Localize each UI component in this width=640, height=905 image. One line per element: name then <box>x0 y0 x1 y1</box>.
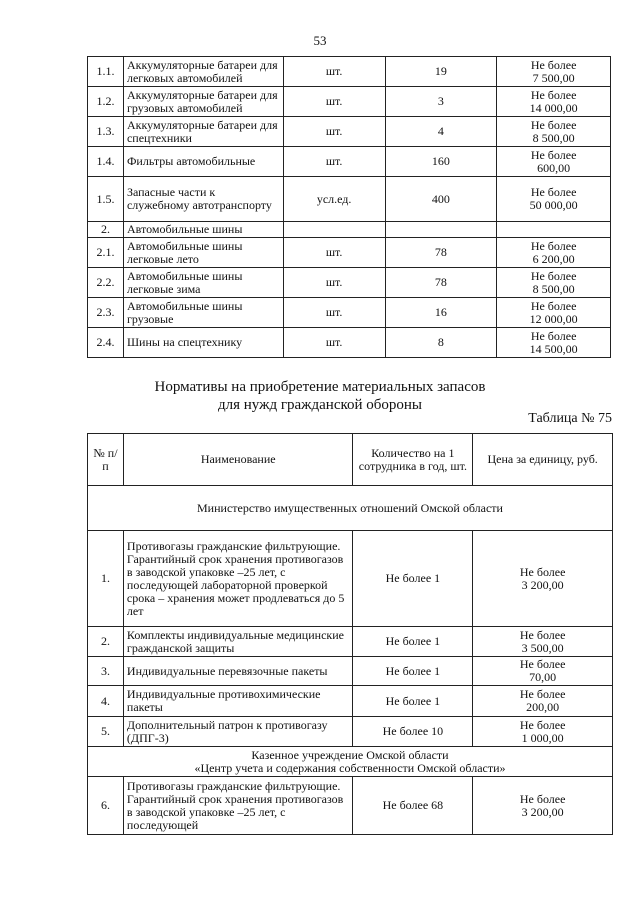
quantity: 400 <box>385 177 497 222</box>
quantity: 3 <box>385 87 497 117</box>
row-number: 1.1. <box>88 57 124 87</box>
row-number: 1.4. <box>88 147 124 177</box>
price: Не более 50 000,00 <box>497 177 611 222</box>
section-title <box>88 747 613 777</box>
row-number: 2.1. <box>88 238 124 268</box>
unit: шт. <box>283 328 385 358</box>
table-row <box>88 657 613 686</box>
section-title-line1: Казенное учреждение Омской области <box>251 747 449 762</box>
table-row <box>88 238 611 268</box>
price: Не более 14 000,00 <box>497 87 611 117</box>
unit: шт. <box>283 57 385 87</box>
price: Не более 3 200,00 <box>473 777 613 835</box>
table-row <box>88 147 611 177</box>
header-qty: Количество на 1 сотрудника в год, шт. <box>353 434 473 486</box>
table-row <box>88 177 611 222</box>
quantity: Не более 10 <box>353 717 473 747</box>
unit: шт. <box>283 117 385 147</box>
item-name: Автомобильные шины грузовые <box>123 298 283 328</box>
row-number: 2.2. <box>88 268 124 298</box>
table-row <box>88 686 613 717</box>
price: Не более 12 000,00 <box>497 298 611 328</box>
civil-defense-table <box>87 433 613 835</box>
unit: усл.ед. <box>283 177 385 222</box>
table-row <box>88 57 611 87</box>
item-name: Автомобильные шины <box>123 222 283 238</box>
table-row <box>88 627 613 657</box>
price: Не более 8 500,00 <box>497 268 611 298</box>
header-price: Цена за единицу, руб. <box>473 434 613 486</box>
section-title: Министерство имущественных отношений Омской области <box>88 486 613 531</box>
row-number: 2. <box>88 222 124 238</box>
row-number: 1. <box>88 531 124 627</box>
item-name: Противогазы гражданские фильтрующие. Гарантийный срок хранения противогазов в заводской упаковке –25 лет, с последующей лабораторной проверкой срока – хранения может продлеваться до 5 лет <box>123 531 353 627</box>
table-row <box>88 268 611 298</box>
price: Не более 70,00 <box>473 657 613 686</box>
section-heading-line1: Нормативы на приобретение материальных запасов <box>154 379 486 395</box>
item-name: Автомобильные шины легковые лето <box>123 238 283 268</box>
quantity: Не более 1 <box>353 531 473 627</box>
unit <box>283 222 385 238</box>
row-number: 1.5. <box>88 177 124 222</box>
row-number: 3. <box>88 657 124 686</box>
row-number: 2. <box>88 627 124 657</box>
row-number: 1.3. <box>88 117 124 147</box>
row-number: 2.3. <box>88 298 124 328</box>
unit: шт. <box>283 238 385 268</box>
item-name: Индивидуальные перевязочные пакеты <box>123 657 353 686</box>
price: Не более 3 500,00 <box>473 627 613 657</box>
quantity: Не более 68 <box>353 777 473 835</box>
price: Не более 1 000,00 <box>473 717 613 747</box>
unit: шт. <box>283 87 385 117</box>
quantity <box>385 222 497 238</box>
row-number: 4. <box>88 686 124 717</box>
table-row <box>88 298 611 328</box>
unit: шт. <box>283 298 385 328</box>
section-row <box>88 747 613 777</box>
row-number: 6. <box>88 777 124 835</box>
item-name: Индивидуальные противохимические пакеты <box>123 686 353 717</box>
quantity: 78 <box>385 268 497 298</box>
page-number: 53 <box>313 33 327 48</box>
item-name: Фильтры автомобильные <box>123 147 283 177</box>
item-name: Дополнительный патрон к противогазу (ДПГ-3) <box>123 717 353 747</box>
unit: шт. <box>283 147 385 177</box>
table-number-label: Таблица № 75 <box>528 411 612 426</box>
section-row <box>88 486 613 531</box>
vehicle-supplies-table <box>87 56 611 358</box>
row-number: 5. <box>88 717 124 747</box>
table-row <box>88 531 613 627</box>
item-name: Аккумуляторные батареи для грузовых автомобилей <box>123 87 283 117</box>
table-row <box>88 328 611 358</box>
table-row <box>88 117 611 147</box>
price: Не более 600,00 <box>497 147 611 177</box>
item-name: Автомобильные шины легковые зима <box>123 268 283 298</box>
header-num: № п/п <box>88 434 124 486</box>
price: Не более 3 200,00 <box>473 531 613 627</box>
table-row <box>88 87 611 117</box>
row-number: 2.4. <box>88 328 124 358</box>
price: Не более 14 500,00 <box>497 328 611 358</box>
table-row <box>88 222 611 238</box>
item-name: Запасные части к служебному автотранспорту <box>123 177 283 222</box>
table-header-row <box>88 434 613 486</box>
quantity: Не более 1 <box>353 627 473 657</box>
quantity: 8 <box>385 328 497 358</box>
section-heading-line2: для нужд гражданской обороны <box>217 397 423 413</box>
quantity: 19 <box>385 57 497 87</box>
price: Не более 200,00 <box>473 686 613 717</box>
item-name: Аккумуляторные батареи для спецтехники <box>123 117 283 147</box>
quantity: 16 <box>385 298 497 328</box>
quantity: Не более 1 <box>353 657 473 686</box>
row-number: 1.2. <box>88 87 124 117</box>
price: Не более 7 500,00 <box>497 57 611 87</box>
quantity: 4 <box>385 117 497 147</box>
table-row <box>88 717 613 747</box>
section-title-line2: «Центр учета и содержания собственности Омской области» <box>194 760 506 775</box>
price: Не более 6 200,00 <box>497 238 611 268</box>
table-row <box>88 777 613 835</box>
item-name: Комплекты индивидуальные медицинские гражданской защиты <box>123 627 353 657</box>
price: Не более 8 500,00 <box>497 117 611 147</box>
quantity: 78 <box>385 238 497 268</box>
item-name: Шины на спецтехнику <box>123 328 283 358</box>
header-name: Наименование <box>123 434 353 486</box>
item-name: Аккумуляторные батареи для легковых автомобилей <box>123 57 283 87</box>
unit: шт. <box>283 268 385 298</box>
item-name: Противогазы гражданские фильтрующие. Гарантийный срок хранения противогазов в заводской упаковке –25 лет, с последующей <box>123 777 353 835</box>
quantity: Не более 1 <box>353 686 473 717</box>
quantity: 160 <box>385 147 497 177</box>
price <box>497 222 611 238</box>
